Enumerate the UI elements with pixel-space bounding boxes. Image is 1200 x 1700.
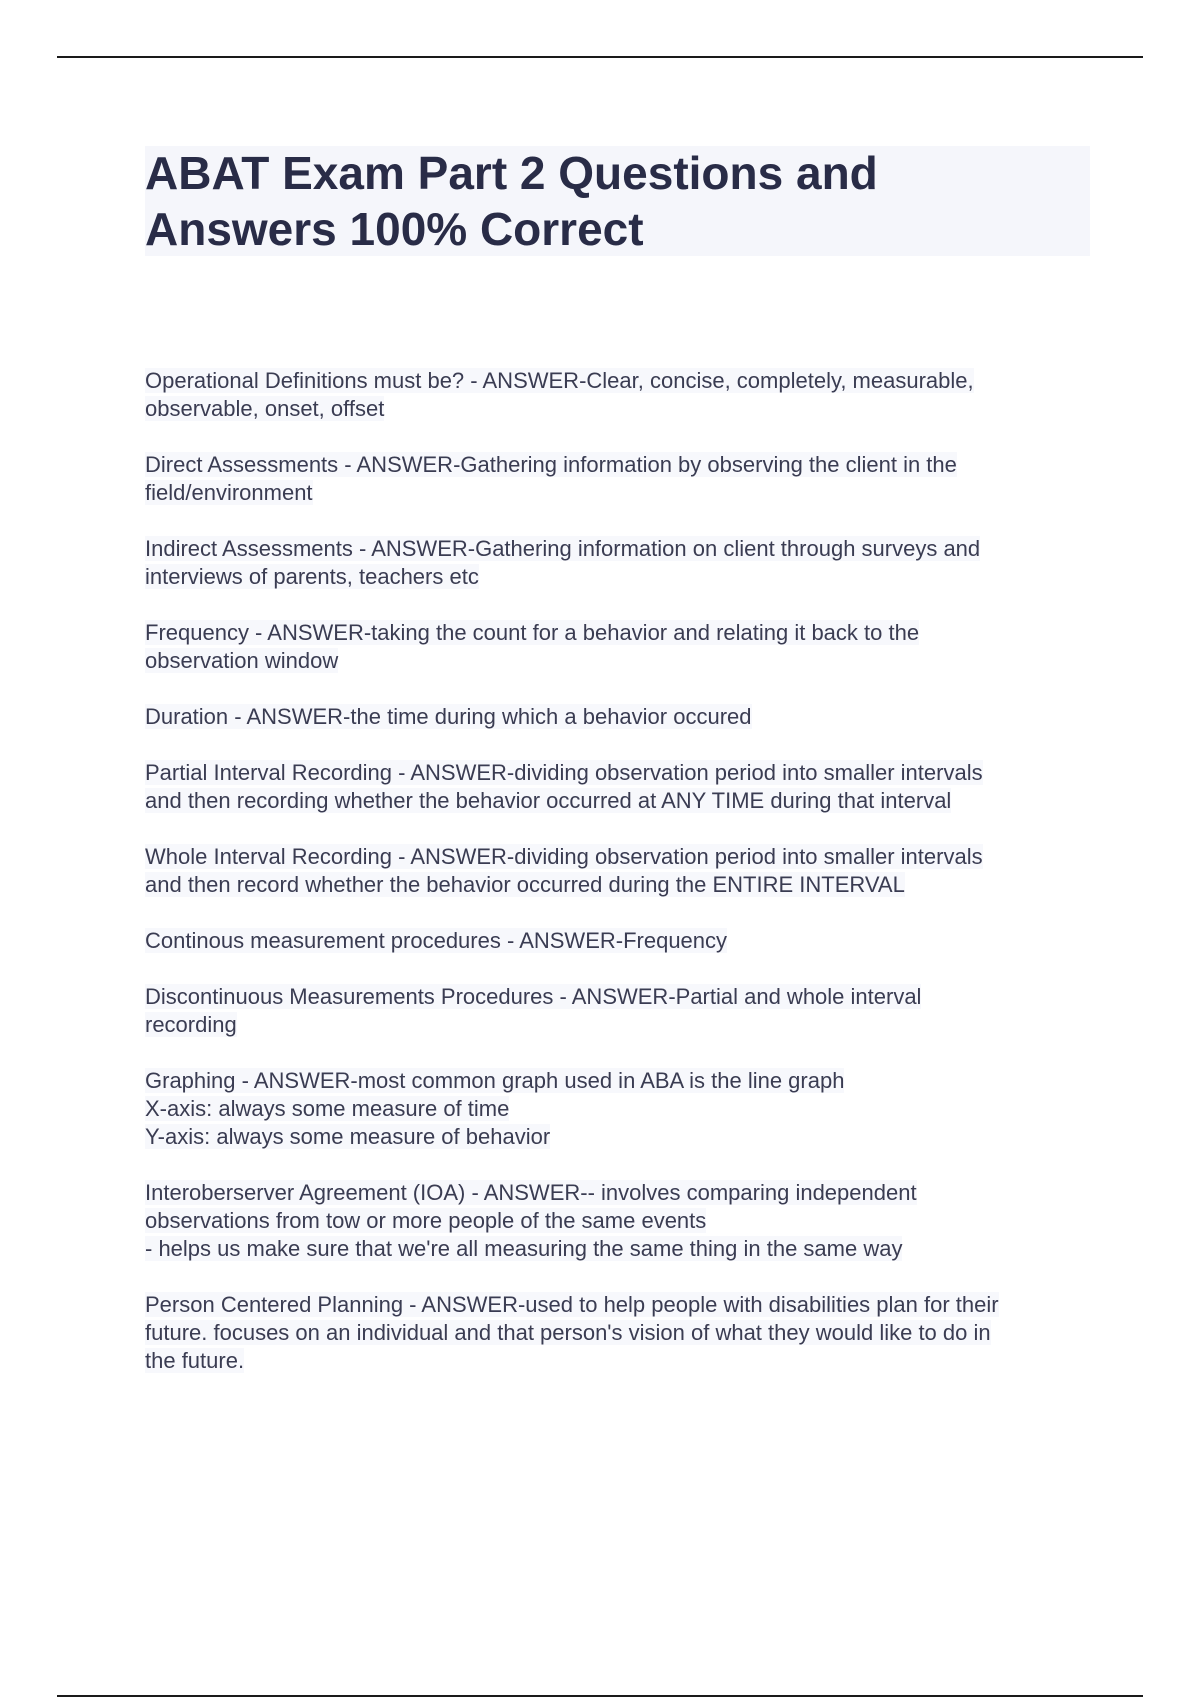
qa-entry-line [145, 1319, 1095, 1347]
qa-entry-line [145, 927, 1095, 955]
qa-entry-text: Frequency - ANSWER-taking the count for a behavior and relating it back to the [145, 620, 920, 645]
qa-entry-text: Duration - ANSWER-the time during which a behavior occured [145, 704, 752, 729]
qa-entry-text: Person Centered Planning - ANSWER-used to help people with disabilities plan for their [145, 1292, 999, 1317]
qa-entry-text: observations from tow or more people of the same events [145, 1208, 707, 1233]
qa-entry-line [145, 983, 1095, 1011]
qa-entry [145, 843, 1095, 899]
qa-entry-line [145, 563, 1095, 591]
top-rule [57, 56, 1143, 58]
qa-entry-text: Whole Interval Recording - ANSWER-dividing observation period into smaller intervals [145, 844, 983, 869]
qa-entry [145, 619, 1095, 675]
qa-entry [145, 759, 1095, 815]
qa-entry-text: Partial Interval Recording - ANSWER-dividing observation period into smaller intervals [145, 760, 983, 785]
qa-entry [145, 703, 1095, 731]
qa-entry-line [145, 759, 1095, 787]
qa-entry-text: interviews of parents, teachers etc [145, 564, 479, 589]
qa-entry-text: Discontinuous Measurements Procedures - ANSWER-Partial and whole interval [145, 984, 922, 1009]
qa-entry-line [145, 451, 1095, 479]
title-block [145, 146, 1090, 256]
qa-entry-text: recording [145, 1012, 237, 1037]
qa-entry-line [145, 479, 1095, 507]
qa-entry [145, 927, 1095, 955]
title-line-1: ABAT Exam Part 2 Questions and [145, 147, 878, 199]
qa-entry-line [145, 1123, 1095, 1151]
qa-entry-text: and then recording whether the behavior occurred at ANY TIME during that interval [145, 788, 952, 813]
qa-entry-text: Continous measurement procedures - ANSWER-Frequency [145, 928, 728, 953]
qa-entry-line [145, 1207, 1095, 1235]
title-line-2: Answers 100% Correct [145, 203, 644, 255]
qa-entry [145, 983, 1095, 1039]
qa-entry-line [145, 871, 1095, 899]
qa-entry-text: and then record whether the behavior occurred during the ENTIRE INTERVAL [145, 872, 905, 897]
qa-entry-text: Interoberserver Agreement (IOA) - ANSWER-- involves comparing independent [145, 1180, 917, 1205]
qa-entry-line [145, 703, 1095, 731]
qa-entry-line [145, 367, 1095, 395]
qa-entry-line [145, 1179, 1095, 1207]
qa-entry-line [145, 1347, 1095, 1375]
qa-entry-text: - helps us make sure that we're all measuring the same thing in the same way [145, 1236, 903, 1261]
qa-entry-text: Y-axis: always some measure of behavior [145, 1124, 551, 1149]
qa-entry-text: future. focuses on an individual and that person's vision of what they would like to do in [145, 1320, 991, 1345]
qa-entry-text: Direct Assessments - ANSWER-Gathering information by observing the client in the [145, 452, 957, 477]
qa-entry-line [145, 647, 1095, 675]
qa-entry-text: observation window [145, 648, 339, 673]
qa-entry-text: the future. [145, 1348, 245, 1373]
document-title [145, 145, 1090, 257]
qa-entry-text: X-axis: always some measure of time [145, 1096, 510, 1121]
qa-entry [145, 1067, 1095, 1151]
qa-entry [145, 451, 1095, 507]
qa-entry-line [145, 1095, 1095, 1123]
qa-entry-text: Indirect Assessments - ANSWER-Gathering information on client through surveys and [145, 536, 981, 561]
qa-entry-line [145, 1291, 1095, 1319]
qa-entry-text: field/environment [145, 480, 313, 505]
qa-entry-line [145, 843, 1095, 871]
qa-list [145, 367, 1095, 1403]
qa-entry [145, 367, 1095, 423]
qa-entry [145, 1291, 1095, 1375]
qa-entry-line [145, 787, 1095, 815]
qa-entry-line [145, 1067, 1095, 1095]
qa-entry-text: Operational Definitions must be? - ANSWER-Clear, concise, completely, measurable, [145, 368, 974, 393]
qa-entry-line [145, 619, 1095, 647]
qa-entry-line [145, 1011, 1095, 1039]
qa-entry-text: observable, onset, offset [145, 396, 385, 421]
qa-entry-line [145, 535, 1095, 563]
bottom-rule [57, 1695, 1143, 1697]
qa-entry-text: Graphing - ANSWER-most common graph used in ABA is the line graph [145, 1068, 845, 1093]
qa-entry-line [145, 395, 1095, 423]
qa-entry [145, 1179, 1095, 1263]
qa-entry-line [145, 1235, 1095, 1263]
qa-entry [145, 535, 1095, 591]
